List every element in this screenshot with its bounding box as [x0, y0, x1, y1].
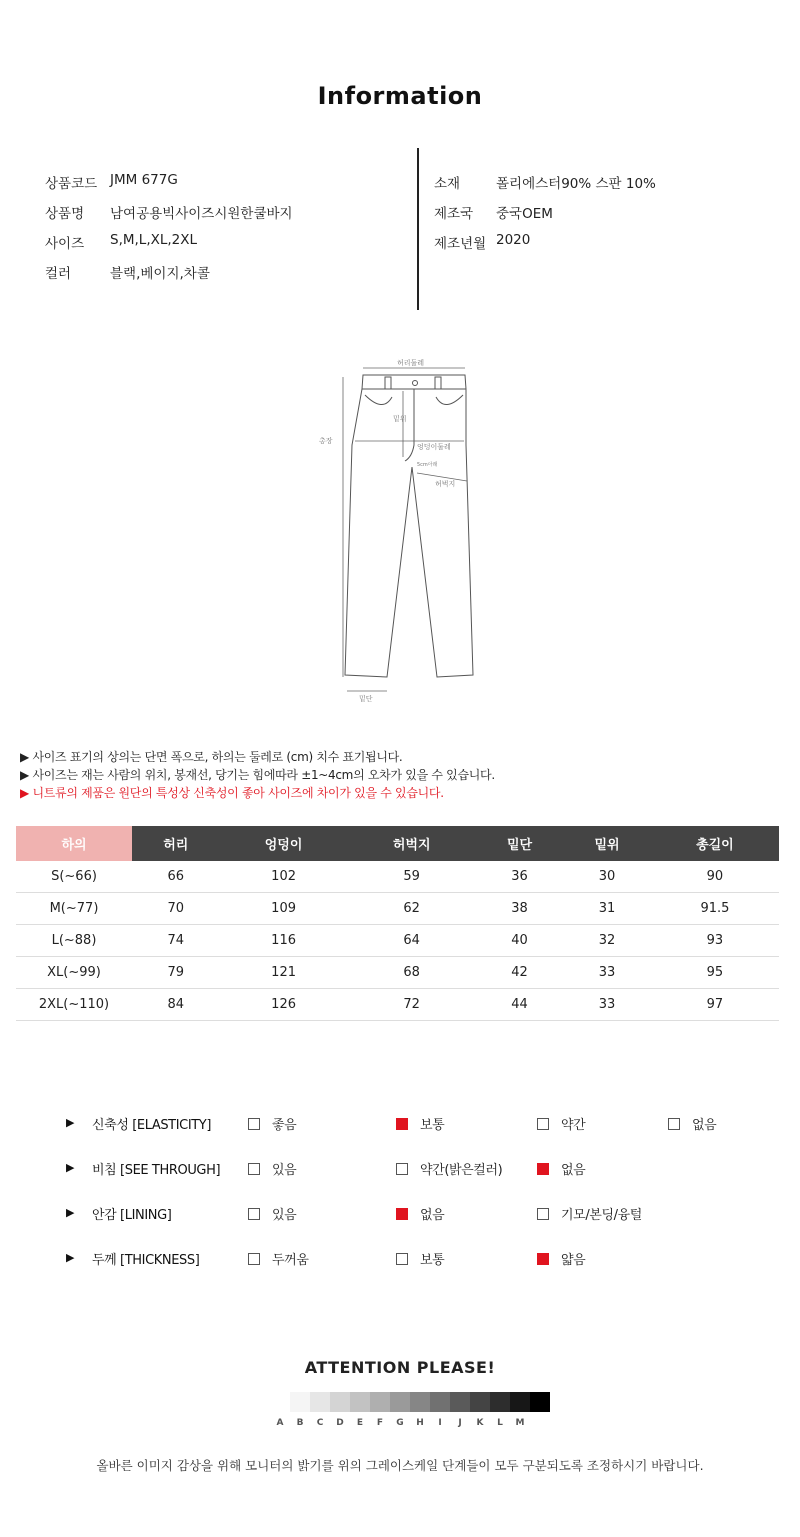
- table-cell: 90: [651, 861, 779, 893]
- info-value: 중국OEM: [496, 206, 553, 222]
- option-item: [248, 1249, 308, 1268]
- table-cell: S(~66): [16, 861, 132, 893]
- grayscale-swatch: [290, 1392, 310, 1412]
- grayscale-letter: A: [276, 1418, 284, 1428]
- checkbox-icon: [248, 1163, 260, 1175]
- waist-label: 허리둘레: [397, 359, 425, 367]
- table-cell: 40: [476, 925, 564, 957]
- table-cell: 79: [132, 957, 220, 989]
- option-label: 약간(밝은컬러): [420, 1163, 503, 1178]
- grayscale-swatch: [530, 1392, 550, 1412]
- grayscale-letter: F: [376, 1418, 384, 1428]
- table-cell: 31: [563, 893, 651, 925]
- crotch-label: 5cm아래: [417, 462, 438, 468]
- table-header: 허벅지: [348, 826, 476, 861]
- table-cell: 121: [220, 957, 348, 989]
- grayscale-letter: G: [396, 1418, 404, 1428]
- info-label: 제조국: [434, 206, 474, 222]
- property-label: 신축성 [ELASTICITY]: [92, 1118, 212, 1133]
- option-item: [248, 1159, 296, 1178]
- info-divider: [417, 148, 419, 310]
- fly-shape: [405, 389, 414, 461]
- grayscale-letter: D: [336, 1418, 344, 1428]
- property-row-elasticity: [0, 1112, 800, 1136]
- info-label: 제조년월: [434, 236, 487, 252]
- checkbox-icon: [537, 1208, 549, 1220]
- note-line: ▶ 사이즈 표기의 상의는 단면 폭으로, 하의는 둘레로 (cm) 치수 표기됩니다.: [20, 750, 403, 764]
- grayscale-swatch: [350, 1392, 370, 1412]
- option-label: 없음: [420, 1208, 445, 1223]
- bullet-arrow-icon: ▶: [66, 1116, 75, 1129]
- table-cell: XL(~99): [16, 957, 132, 989]
- table-cell: 91.5: [651, 893, 779, 925]
- option-label: 얇음: [561, 1253, 586, 1268]
- info-value: 2020: [496, 232, 531, 248]
- checkbox-icon: [248, 1253, 260, 1265]
- button-shape: [413, 381, 418, 386]
- checkbox-icon: [668, 1118, 680, 1130]
- info-label: 상품명: [45, 206, 85, 222]
- table-cell: 33: [563, 989, 651, 1021]
- grayscale-swatch: [370, 1392, 390, 1412]
- info-row: [434, 202, 656, 232]
- option-label: 보통: [420, 1253, 445, 1268]
- table-header: 밑위: [563, 826, 651, 861]
- option-label: 좋음: [272, 1118, 297, 1133]
- table-header: 하의: [16, 826, 132, 861]
- checkbox-icon: [537, 1118, 549, 1130]
- grayscale-letter: J: [458, 1418, 462, 1428]
- table-cell: 126: [220, 989, 348, 1021]
- total-label: 총장: [319, 437, 333, 445]
- info-row: [434, 172, 656, 202]
- checkbox-checked-icon: [537, 1253, 549, 1265]
- grayscale-letter: E: [356, 1418, 364, 1428]
- grayscale-swatch: [330, 1392, 350, 1412]
- table-row: [16, 989, 779, 1021]
- table-header: 엉덩이: [220, 826, 348, 861]
- info-row: [434, 232, 656, 262]
- page-title: Information: [317, 82, 483, 110]
- checkbox-icon: [248, 1118, 260, 1130]
- option-item: [537, 1204, 642, 1223]
- belt-loop-shape: [385, 377, 391, 389]
- table-header: 총길이: [651, 826, 779, 861]
- table-cell: 102: [220, 861, 348, 893]
- right-pocket-shape: [436, 395, 463, 405]
- table-header-row: [16, 826, 779, 861]
- table-cell: 66: [132, 861, 220, 893]
- grayscale-swatch: [490, 1392, 510, 1412]
- info-row: [45, 172, 293, 202]
- table-cell: 93: [651, 925, 779, 957]
- belt-loop-shape: [435, 377, 441, 389]
- checkbox-checked-icon: [396, 1118, 408, 1130]
- grayscale-swatch: [310, 1392, 330, 1412]
- size-table: [16, 826, 779, 1021]
- note-line-warning: ▶ 니트류의 제품은 원단의 특성상 신축성이 좋아 사이즈에 차이가 있을 수 있습니다.: [20, 786, 444, 800]
- info-label: 컬러: [45, 266, 72, 282]
- grayscale-letter: I: [438, 1418, 442, 1428]
- table-cell: 36: [476, 861, 564, 893]
- checkbox-icon: [396, 1163, 408, 1175]
- grayscale-letter: K: [476, 1418, 484, 1428]
- info-row: [45, 232, 293, 262]
- option-item: [668, 1114, 716, 1133]
- property-label: 두께 [THICKNESS]: [92, 1253, 200, 1268]
- table-cell: 109: [220, 893, 348, 925]
- table-cell: L(~88): [16, 925, 132, 957]
- grayscale-letter: M: [515, 1418, 525, 1428]
- rise-label: 밑위: [393, 415, 407, 423]
- option-item: [396, 1204, 444, 1223]
- option-label: 있음: [272, 1208, 297, 1223]
- table-cell: 97: [651, 989, 779, 1021]
- left-pocket-shape: [365, 395, 392, 405]
- grayscale-letter: B: [296, 1418, 304, 1428]
- monitor-note: 올바른 이미지 감상을 위해 모니터의 밝기를 위의 그레이스케일 단계들이 모두 구분되도록 조정하시기 바랍니다.: [96, 1458, 704, 1473]
- option-item: [396, 1114, 444, 1133]
- property-label: 비침 [SEE THROUGH]: [92, 1163, 221, 1178]
- option-item: [396, 1249, 444, 1268]
- option-label: 약간: [561, 1118, 586, 1133]
- option-item: [537, 1249, 585, 1268]
- info-row: [45, 202, 293, 232]
- checkbox-icon: [248, 1208, 260, 1220]
- bullet-arrow-icon: ▶: [66, 1161, 75, 1174]
- table-cell: 64: [348, 925, 476, 957]
- bullet-arrow-icon: ▶: [66, 1206, 75, 1219]
- option-label: 기모/본딩/융털: [561, 1208, 642, 1223]
- table-cell: 70: [132, 893, 220, 925]
- info-label: 상품코드: [45, 176, 98, 192]
- pants-measurement-diagram: [305, 355, 495, 710]
- grayscale-swatch: [470, 1392, 490, 1412]
- table-cell: 2XL(~110): [16, 989, 132, 1021]
- table-row: [16, 893, 779, 925]
- option-item: [248, 1114, 296, 1133]
- bullet-arrow-icon: ▶: [66, 1251, 75, 1264]
- checkbox-checked-icon: [537, 1163, 549, 1175]
- checkbox-checked-icon: [396, 1208, 408, 1220]
- option-label: 두꺼움: [272, 1253, 309, 1268]
- grayscale-swatch: [450, 1392, 470, 1412]
- property-row-see-through: [0, 1157, 800, 1181]
- grayscale-letter: C: [316, 1418, 324, 1428]
- info-value: 폴리에스터90% 스판 10%: [496, 176, 656, 192]
- property-label: 안감 [LINING]: [92, 1208, 172, 1223]
- info-value: S,M,L,XL,2XL: [110, 232, 198, 248]
- property-row-lining: [0, 1202, 800, 1226]
- grayscale-letters: [270, 1418, 530, 1428]
- grayscale-bar: [290, 1392, 550, 1412]
- table-header: 밑단: [476, 826, 564, 861]
- table-cell: 44: [476, 989, 564, 1021]
- info-value: 남여공용빅사이즈시원한쿨바지: [110, 206, 293, 222]
- property-row-thickness: [0, 1247, 800, 1271]
- grayscale-swatch: [390, 1392, 410, 1412]
- attention-title: ATTENTION PLEASE!: [304, 1358, 496, 1377]
- table-cell: 84: [132, 989, 220, 1021]
- table-cell: 42: [476, 957, 564, 989]
- option-item: [396, 1159, 502, 1178]
- info-value: JMM 677G: [110, 172, 178, 188]
- table-cell: 95: [651, 957, 779, 989]
- option-label: 보통: [420, 1118, 445, 1133]
- grayscale-swatch: [510, 1392, 530, 1412]
- info-row: [45, 262, 293, 292]
- grayscale-letter: L: [497, 1418, 503, 1428]
- table-cell: 68: [348, 957, 476, 989]
- thigh-label: 허벅지: [435, 480, 456, 488]
- info-label: 소재: [434, 176, 461, 192]
- table-cell: 30: [563, 861, 651, 893]
- grayscale-swatch: [410, 1392, 430, 1412]
- table-header: 허리: [132, 826, 220, 861]
- table-cell: 32: [563, 925, 651, 957]
- table-row: [16, 861, 779, 893]
- option-label: 있음: [272, 1163, 297, 1178]
- table-cell: 33: [563, 957, 651, 989]
- table-cell: 74: [132, 925, 220, 957]
- waistband-shape: [362, 375, 466, 389]
- table-cell: 38: [476, 893, 564, 925]
- info-right: [434, 172, 656, 262]
- table-cell: M(~77): [16, 893, 132, 925]
- table-row: [16, 957, 779, 989]
- grayscale-letter: H: [416, 1418, 424, 1428]
- option-label: 없음: [692, 1118, 717, 1133]
- note-line: ▶ 사이즈는 재는 사람의 위치, 봉재선, 당기는 힘에따라 ±1~4cm의 오차가 있을 수 있습니다.: [20, 768, 495, 782]
- info-left: [45, 172, 293, 292]
- size-notes: [20, 748, 495, 802]
- table-cell: 116: [220, 925, 348, 957]
- hip-label: 엉덩이둘레: [417, 443, 451, 451]
- table-row: [16, 925, 779, 957]
- hem-label: 밑단: [359, 695, 373, 703]
- table-cell: 62: [348, 893, 476, 925]
- grayscale-swatch: [430, 1392, 450, 1412]
- pants-outline-shape: [345, 389, 473, 677]
- table-cell: 59: [348, 861, 476, 893]
- info-label: 사이즈: [45, 236, 85, 252]
- option-item: [537, 1114, 585, 1133]
- checkbox-icon: [396, 1253, 408, 1265]
- table-cell: 72: [348, 989, 476, 1021]
- option-label: 없음: [561, 1163, 586, 1178]
- option-item: [248, 1204, 296, 1223]
- info-value: 블랙,베이지,차콜: [110, 266, 210, 282]
- option-item: [537, 1159, 585, 1178]
